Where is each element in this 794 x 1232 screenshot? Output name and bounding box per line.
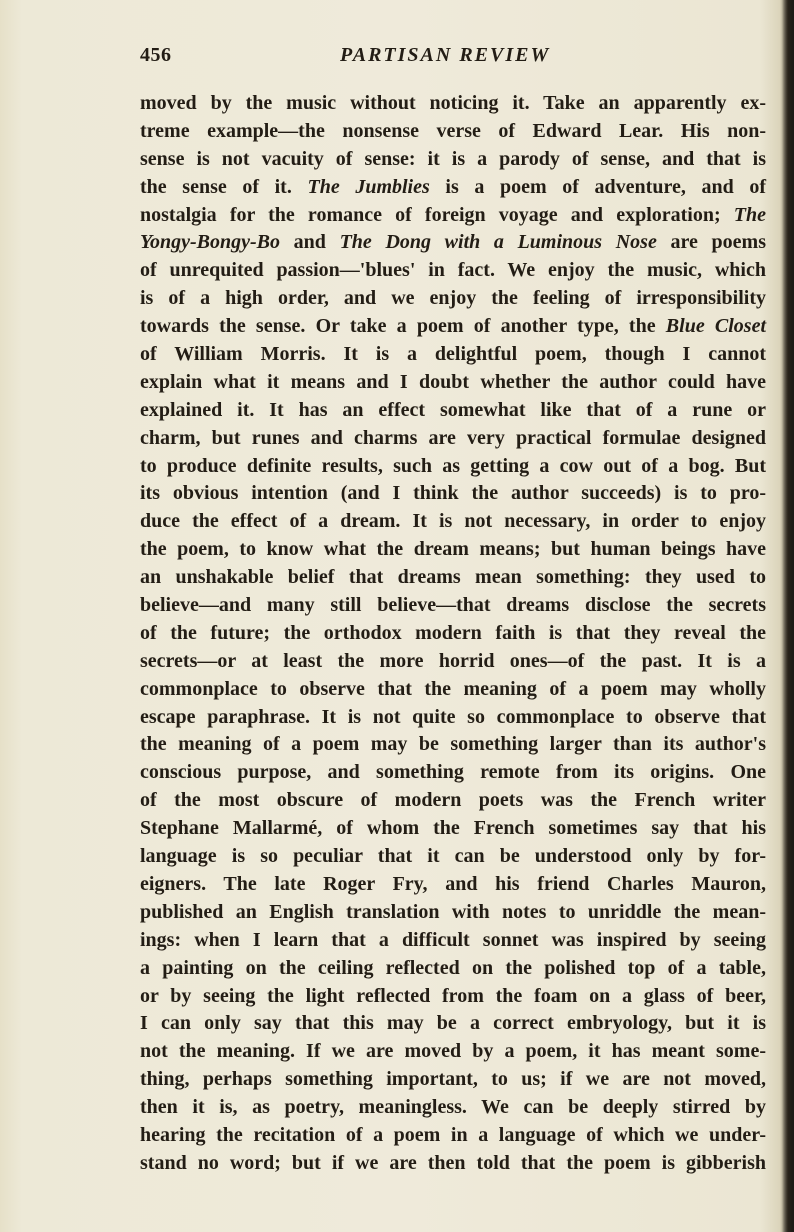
text-run: not the meaning. If we are moved by a poem, it has meant some- [140, 1040, 766, 1063]
text-line [140, 1094, 766, 1122]
text-line [140, 453, 766, 481]
text-run: explained it. It has an effect somewhat like that of a rune or [140, 398, 766, 421]
italic-title: Blue Closet [665, 315, 766, 338]
text-run: conscious purpose, and something remote from its origins. One [140, 761, 766, 784]
text-line [140, 676, 766, 704]
text-line [140, 1010, 766, 1038]
text-run: its obvious intention (and I think the author succeeds) is to pro- [140, 482, 766, 505]
text-line [140, 202, 766, 230]
text-line [140, 564, 766, 592]
italic-title: Yongy-Bongy-Bo [140, 231, 280, 254]
text-line [140, 871, 766, 899]
text-line [140, 1122, 766, 1150]
italic-title: The [733, 203, 766, 226]
text-line [140, 731, 766, 759]
text-line [140, 592, 766, 620]
text-run: escape paraphrase. It is not quite so commonplace to observe that [140, 705, 766, 728]
text-run: a painting on the ceiling reflected on the polished top of a table, [140, 956, 766, 979]
text-run: towards the sense. Or take a poem of another type, the [140, 315, 666, 338]
text-run: is a poem of adventure, and of [429, 175, 767, 198]
text-run: treme example—the nonsense verse of Edward Lear. His non- [140, 119, 766, 142]
text-run: sense is not vacuity of sense: it is a parody of sense, and that is [140, 147, 766, 170]
text-run: to produce definite results, such as getting a cow out of a bog. But [140, 454, 766, 477]
text-run: commonplace to observe that the meaning of a poem may wholly [140, 677, 766, 700]
text-run: the sense of it. [140, 175, 308, 198]
text-run: moved by the music without noticing it. Take an apparently ex- [140, 92, 766, 114]
text-line [140, 983, 766, 1011]
text-line [140, 1150, 766, 1178]
page-number: 456 [140, 44, 172, 66]
text-run: hearing the recitation of a poem in a language of which we under- [140, 1123, 766, 1146]
text-line [140, 508, 766, 536]
text-run: of William Morris. It is a delightful poem, though I cannot [140, 343, 766, 366]
text-run: or by seeing the light reflected from the foam on a glass of beer, [140, 984, 766, 1007]
text-run: the poem, to know what the dream means; but human beings have [140, 538, 766, 561]
text-line [140, 146, 766, 174]
page-edge-shadow [780, 0, 794, 1232]
text-run: stand no word; but if we are then told that the poem is gibberish [140, 1151, 766, 1174]
text-run: charm, but runes and charms are very practical formulae designed [140, 426, 766, 449]
text-run: Stephane Mallarmé, of whom the French sometimes say that his [140, 817, 766, 840]
text-line [140, 536, 766, 564]
text-run: duce the effect of a dream. It is not necessary, in order to enjoy [140, 510, 766, 533]
page-header [140, 44, 760, 70]
text-line [140, 899, 766, 927]
text-line [140, 843, 766, 871]
text-line [140, 704, 766, 732]
text-line [140, 285, 766, 313]
text-line [140, 257, 766, 285]
text-run: I can only say that this may be a correct embryology, but it is [140, 1012, 766, 1035]
text-line [140, 90, 766, 118]
text-run: is of a high order, and we enjoy the feeling of irresponsibility [140, 287, 766, 310]
text-run: of unrequited passion—'blues' in fact. We enjoy the music, which [140, 259, 766, 282]
text-run: nostalgia for the romance of foreign voyage and exploration; [140, 203, 734, 226]
text-run: published an English translation with notes to unriddle the mean- [140, 900, 766, 923]
text-line [140, 955, 766, 983]
text-line [140, 229, 766, 257]
text-run: secrets—or at least the more horrid ones—of the past. It is a [140, 649, 766, 672]
text-line [140, 480, 766, 508]
text-line [140, 341, 766, 369]
text-run: language is so peculiar that it can be understood only by for- [140, 845, 766, 868]
italic-title: The Dong with a Luminous Nose [339, 231, 657, 254]
text-line [140, 759, 766, 787]
text-line [140, 174, 766, 202]
body-text [140, 90, 766, 1178]
text-line [140, 927, 766, 955]
text-run: an unshakable belief that dreams mean something: they used to [140, 566, 766, 589]
running-head: PARTISAN REVIEW [340, 44, 551, 66]
text-line [140, 815, 766, 843]
text-line [140, 1038, 766, 1066]
text-run: eigners. The late Roger Fry, and his friend Charles Mauron, [140, 872, 766, 895]
text-line [140, 1066, 766, 1094]
text-run: then it is, as poetry, meaningless. We can be deeply stirred by [140, 1096, 766, 1119]
text-line [140, 397, 766, 425]
text-run: are poems [656, 231, 767, 254]
text-run: the meaning of a poem may be something larger than its author's [140, 733, 766, 756]
text-line [140, 425, 766, 453]
text-line [140, 369, 766, 397]
text-line [140, 620, 766, 648]
text-line [140, 787, 766, 815]
text-run: and [280, 231, 340, 254]
text-run: thing, perhaps something important, to us; if we are not moved, [140, 1068, 766, 1091]
text-line [140, 118, 766, 146]
text-run: explain what it means and I doubt whether the author could have [140, 370, 766, 393]
text-run: ings: when I learn that a difficult sonnet was inspired by seeing [140, 928, 766, 951]
text-run: of the future; the orthodox modern faith is that they reveal the [140, 621, 766, 644]
text-run: of the most obscure of modern poets was the French writer [140, 789, 766, 812]
text-line [140, 648, 766, 676]
text-line [140, 313, 766, 341]
italic-title: The Jumblies [307, 175, 430, 198]
text-run: believe—and many still believe—that dreams disclose the secrets [140, 594, 766, 617]
